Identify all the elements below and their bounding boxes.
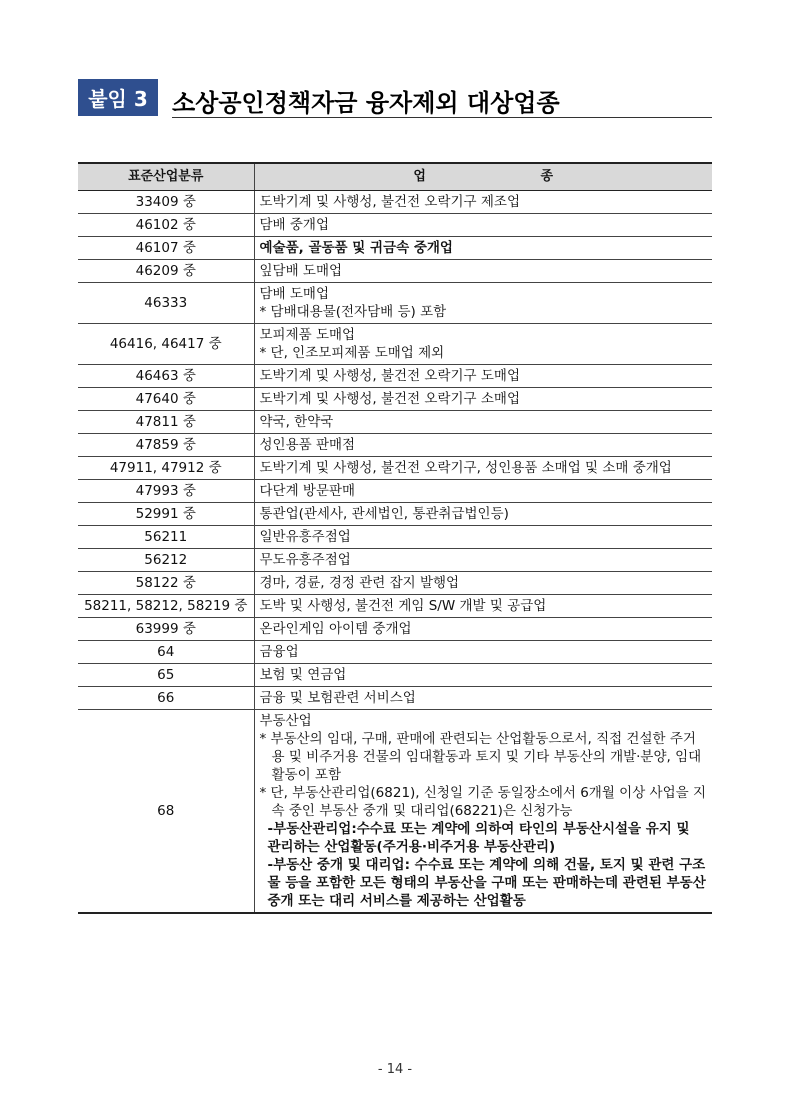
industry-description bbox=[254, 641, 712, 664]
description-line: 다단계 방문판매 bbox=[259, 483, 356, 499]
industry-description bbox=[254, 237, 712, 260]
table-row-real-estate bbox=[78, 710, 712, 914]
industry-description bbox=[254, 260, 712, 283]
industry-description bbox=[254, 503, 712, 526]
table-row bbox=[78, 572, 712, 595]
table-row bbox=[78, 365, 712, 388]
table-row bbox=[78, 388, 712, 411]
description-line: 보험 및 연금업 bbox=[259, 667, 347, 683]
industry-code: 63999 중 bbox=[78, 618, 254, 641]
table-row bbox=[78, 260, 712, 283]
industry-description bbox=[254, 365, 712, 388]
industry-description bbox=[254, 411, 712, 434]
table-row bbox=[78, 503, 712, 526]
page-number: - 14 - bbox=[377, 1062, 413, 1077]
description-note: * 부동산의 임대, 구매, 판매에 관련되는 산업활동으로서, 직접 건설한 주거용 및 비주거용 건물의 임대활동과 토지 및 기타 부동산의 개발·분양, 임대 활동이 포함 bbox=[259, 731, 702, 783]
attachment-badge: 붙임 3 bbox=[78, 79, 158, 116]
industry-description bbox=[254, 214, 712, 237]
industry-code: 64 bbox=[78, 641, 254, 664]
industry-code: 58122 중 bbox=[78, 572, 254, 595]
industry-description bbox=[254, 687, 712, 710]
description-note: * 담배대용물(전자담배 등) 포함 bbox=[259, 304, 447, 320]
industry-description bbox=[254, 710, 712, 914]
description-line: 도박 및 사행성, 불건전 게임 S/W 개발 및 공급업 bbox=[259, 598, 547, 614]
industry-code: 56211 bbox=[78, 526, 254, 549]
description-line: 일반유흥주점업 bbox=[259, 529, 351, 545]
table-row bbox=[78, 214, 712, 237]
industry-description bbox=[254, 480, 712, 503]
description-line: 부동산업 bbox=[259, 713, 312, 729]
industry-code: 58211, 58212, 58219 중 bbox=[78, 595, 254, 618]
excluded-industries-table bbox=[78, 162, 712, 914]
industry-description bbox=[254, 549, 712, 572]
description-line: 금융 및 보험관련 서비스업 bbox=[259, 690, 416, 706]
industry-code: 46209 중 bbox=[78, 260, 254, 283]
description-bold-note: -부동산관리업:수수료 또는 계약에 의하여 타인의 부동산시설을 유지 및 관리하는 산업활동(주거용·비주거용 부동산관리) bbox=[267, 821, 690, 855]
industry-description bbox=[254, 618, 712, 641]
industry-code: 47911, 47912 중 bbox=[78, 457, 254, 480]
description-note: * 단, 부동산관리업(6821), 신청일 기준 동일장소에서 6개월 이상 사업을 지속 중인 부동산 중개 및 대리업(68221)은 신청가능 bbox=[259, 785, 706, 819]
description-line: 예술품, 골동품 및 귀금속 중개업 bbox=[259, 240, 453, 256]
description-line: 금융업 bbox=[259, 644, 299, 660]
description-line: 온라인게임 아이템 중개업 bbox=[259, 621, 412, 637]
industry-code: 33409 중 bbox=[78, 191, 254, 214]
table-row bbox=[78, 191, 712, 214]
industry-description bbox=[254, 457, 712, 480]
table-row bbox=[78, 411, 712, 434]
page-title: 소상공인정책자금 융자제외 대상업종 bbox=[172, 89, 560, 117]
description-line: 약국, 한약국 bbox=[259, 414, 334, 430]
table-row bbox=[78, 687, 712, 710]
description-bold-note: -부동산 중개 및 대리업: 수수료 또는 계약에 의해 건물, 토지 및 관련 구조물 등을 포함한 모든 형태의 부동산을 구매 또는 판매하는데 관련된 부동산 중개 또는 대리 서비스를 제공하는 산업활동 bbox=[267, 857, 706, 909]
industry-code: 46102 중 bbox=[78, 214, 254, 237]
industry-description bbox=[254, 595, 712, 618]
table-row bbox=[78, 480, 712, 503]
description-line: 도박기계 및 사행성, 불건전 오락기구 제조업 bbox=[259, 194, 520, 210]
industry-code: 47640 중 bbox=[78, 388, 254, 411]
table-row bbox=[78, 664, 712, 687]
description-line: 무도유흥주점업 bbox=[259, 552, 351, 568]
table-row bbox=[78, 549, 712, 572]
industry-code: 65 bbox=[78, 664, 254, 687]
industry-code: 46107 중 bbox=[78, 237, 254, 260]
table-row bbox=[78, 595, 712, 618]
industry-code: 56212 bbox=[78, 549, 254, 572]
title-underline bbox=[172, 117, 712, 118]
description-line: 도박기계 및 사행성, 불건전 오락기구 도매업 bbox=[259, 368, 520, 384]
industry-code: 46416, 46417 중 bbox=[78, 324, 254, 365]
industry-code: 46463 중 bbox=[78, 365, 254, 388]
description-line: 경마, 경륜, 경정 관련 잡지 발행업 bbox=[259, 575, 460, 591]
column-header-industry: 업 종 bbox=[254, 163, 712, 191]
description-line: 성인용품 판매점 bbox=[259, 437, 356, 453]
table-row bbox=[78, 457, 712, 480]
description-line: 잎담배 도매업 bbox=[259, 263, 343, 279]
industry-description bbox=[254, 664, 712, 687]
table-row bbox=[78, 283, 712, 324]
table-row bbox=[78, 434, 712, 457]
industry-code: 47859 중 bbox=[78, 434, 254, 457]
table-header-row bbox=[78, 163, 712, 191]
table-row bbox=[78, 237, 712, 260]
description-line: 모피제품 도매업 bbox=[259, 327, 356, 343]
description-line: 담배 중개업 bbox=[259, 217, 329, 233]
industry-code: 66 bbox=[78, 687, 254, 710]
section-heading bbox=[78, 75, 712, 118]
industry-description bbox=[254, 434, 712, 457]
description-line: 통관업(관세사, 관세법인, 통관취급법인등) bbox=[259, 506, 509, 522]
industry-description bbox=[254, 388, 712, 411]
table-row bbox=[78, 526, 712, 549]
industry-code: 47811 중 bbox=[78, 411, 254, 434]
description-note: * 단, 인조모피제품 도매업 제외 bbox=[259, 345, 445, 361]
description-line: 담배 도매업 bbox=[259, 286, 329, 302]
industry-description bbox=[254, 283, 712, 324]
industry-code: 68 bbox=[78, 710, 254, 914]
industry-description bbox=[254, 191, 712, 214]
industry-code: 47993 중 bbox=[78, 480, 254, 503]
industry-description bbox=[254, 526, 712, 549]
table-row bbox=[78, 324, 712, 365]
industry-description bbox=[254, 324, 712, 365]
description-line: 도박기계 및 사행성, 불건전 오락기구 소매업 bbox=[259, 391, 520, 407]
table-row bbox=[78, 618, 712, 641]
column-header-classification: 표준산업분류 bbox=[78, 163, 254, 191]
industry-code: 52991 중 bbox=[78, 503, 254, 526]
table-row bbox=[78, 641, 712, 664]
industry-description bbox=[254, 572, 712, 595]
industry-code: 46333 bbox=[78, 283, 254, 324]
description-line: 도박기계 및 사행성, 불건전 오락기구, 성인용품 소매업 및 소매 중개업 bbox=[259, 460, 672, 476]
